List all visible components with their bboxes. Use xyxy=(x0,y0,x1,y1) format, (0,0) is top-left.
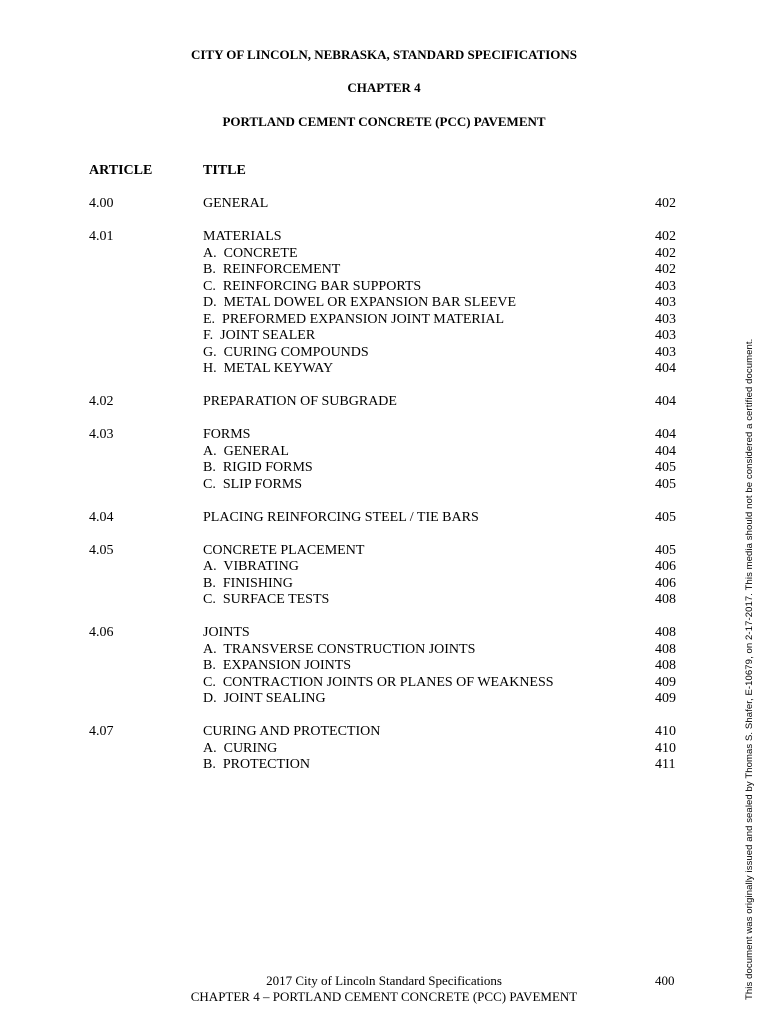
toc-page-number: 405 xyxy=(655,476,676,492)
toc-page-number: 403 xyxy=(655,295,676,310)
column-header-title: TITLE xyxy=(203,163,246,178)
footer-page-number: 400 xyxy=(655,973,675,988)
toc-entry-title: H. METAL KEYWAY xyxy=(203,361,334,376)
toc-row xyxy=(0,312,768,329)
toc-page-number: 408 xyxy=(655,625,676,640)
certification-watermark: This document was originally issued and sealed by Thomas S. Shafer, E-10679, on 2-17-2017. This media should not be considered a certified document. xyxy=(744,338,755,1000)
toc-entry-title: G. CURING COMPOUNDS xyxy=(203,344,369,360)
toc-row xyxy=(0,262,768,279)
toc-page-number: 405 xyxy=(655,542,676,558)
toc-entry-title: C. SLIP FORMS xyxy=(203,476,303,492)
footer-chapter: CHAPTER 4 – PORTLAND CEMENT CONCRETE (PCC) PAVEMENT xyxy=(190,989,578,1004)
toc-row xyxy=(0,691,768,708)
toc-article-number: 4.05 xyxy=(89,542,114,558)
footer-title: 2017 City of Lincoln Standard Specifications xyxy=(266,973,502,988)
toc-row xyxy=(0,741,768,758)
toc-entry-title: PREPARATION OF SUBGRADE xyxy=(203,394,397,409)
toc-page-number: 410 xyxy=(655,740,676,756)
toc-entry-title: B. REINFORCEMENT xyxy=(203,262,341,277)
toc-row xyxy=(0,295,768,312)
toc-row xyxy=(0,444,768,461)
toc-row xyxy=(0,757,768,774)
toc-page-number: 403 xyxy=(655,328,676,343)
toc-page-number: 403 xyxy=(655,311,676,327)
toc-row xyxy=(0,658,768,675)
toc-row xyxy=(0,642,768,659)
toc-entry-title: MATERIALS xyxy=(203,229,282,244)
toc-page-number: 402 xyxy=(655,262,676,277)
toc-row xyxy=(0,460,768,477)
toc-entry-title: B. EXPANSION JOINTS xyxy=(203,658,352,673)
toc-row xyxy=(0,675,768,692)
toc-row xyxy=(0,576,768,593)
toc-entry-title: E. PREFORMED EXPANSION JOINT MATERIAL xyxy=(203,311,505,327)
toc-entry-title: PLACING REINFORCING STEEL / TIE BARS xyxy=(203,509,479,525)
toc-article-group xyxy=(0,543,768,609)
toc-page-number: 408 xyxy=(655,658,676,673)
toc-article-group xyxy=(0,196,768,213)
toc-entry-title: C. REINFORCING BAR SUPPORTS xyxy=(203,278,422,294)
toc-article-number: 4.07 xyxy=(89,724,114,739)
toc-entry-title: B. RIGID FORMS xyxy=(203,460,313,475)
toc-article-group xyxy=(0,229,768,378)
toc-row xyxy=(0,246,768,263)
toc-entry-title: F. JOINT SEALER xyxy=(203,328,316,343)
toc-entry-title: JOINTS xyxy=(203,625,250,640)
toc-page-number: 409 xyxy=(655,674,676,690)
toc-page-number: 403 xyxy=(655,278,676,294)
chapter-heading: CHAPTER 4 xyxy=(347,80,421,95)
toc-page-number: 405 xyxy=(655,460,676,475)
toc-article-number: 4.03 xyxy=(89,427,114,442)
toc-entry-title: C. SURFACE TESTS xyxy=(203,592,330,607)
toc-page-number: 406 xyxy=(655,575,676,591)
toc-row xyxy=(0,510,768,527)
toc-article-number: 4.01 xyxy=(89,229,114,244)
toc-page-number: 406 xyxy=(655,559,676,574)
toc-article-number: 4.04 xyxy=(89,509,114,525)
toc-page-number: 403 xyxy=(655,344,676,360)
toc-row xyxy=(0,279,768,296)
toc-page-number: 404 xyxy=(655,427,676,442)
toc-page-number: 402 xyxy=(655,245,676,261)
toc-article-group xyxy=(0,510,768,527)
table-of-contents xyxy=(0,196,768,790)
toc-page-number: 402 xyxy=(655,196,676,211)
toc-entry-title: A. TRANSVERSE CONSTRUCTION JOINTS xyxy=(203,641,476,657)
toc-row xyxy=(0,543,768,560)
toc-row xyxy=(0,724,768,741)
toc-entry-title: A. VIBRATING xyxy=(203,559,299,574)
toc-page-number: 404 xyxy=(655,443,676,459)
toc-page-number: 411 xyxy=(655,757,676,772)
toc-row xyxy=(0,592,768,609)
toc-article-group xyxy=(0,724,768,774)
toc-article-group xyxy=(0,427,768,493)
toc-entry-title: D. JOINT SEALING xyxy=(203,691,326,706)
toc-entry-title: B. PROTECTION xyxy=(203,757,310,772)
toc-entry-title: CONCRETE PLACEMENT xyxy=(203,542,365,558)
toc-row xyxy=(0,229,768,246)
toc-page-number: 408 xyxy=(655,592,676,607)
toc-page-number: 404 xyxy=(655,361,676,376)
toc-entry-title: A. CONCRETE xyxy=(203,245,298,261)
toc-page-number: 409 xyxy=(655,691,676,706)
column-header-article: ARTICLE xyxy=(89,163,153,178)
toc-row xyxy=(0,477,768,494)
toc-row xyxy=(0,427,768,444)
toc-entry-title: B. FINISHING xyxy=(203,575,293,591)
toc-entry-title: FORMS xyxy=(203,427,251,442)
toc-row xyxy=(0,345,768,362)
toc-row xyxy=(0,196,768,213)
toc-article-group xyxy=(0,394,768,411)
chapter-subtitle: PORTLAND CEMENT CONCRETE (PCC) PAVEMENT xyxy=(222,114,546,129)
toc-row xyxy=(0,394,768,411)
toc-article-group xyxy=(0,625,768,708)
toc-row xyxy=(0,361,768,378)
toc-article-number: 4.06 xyxy=(89,625,114,640)
header-title: CITY OF LINCOLN, NEBRASKA, STANDARD SPECIFICATIONS xyxy=(190,47,578,62)
toc-page-number: 410 xyxy=(655,724,676,739)
toc-page-number: 405 xyxy=(655,509,676,525)
toc-row xyxy=(0,625,768,642)
toc-entry-title: A. GENERAL xyxy=(203,443,289,459)
toc-article-number: 4.02 xyxy=(89,394,114,409)
toc-page-number: 402 xyxy=(655,229,676,244)
toc-page-number: 408 xyxy=(655,641,676,657)
toc-entry-title: D. METAL DOWEL OR EXPANSION BAR SLEEVE xyxy=(203,295,517,310)
toc-entry-title: GENERAL xyxy=(203,196,269,211)
toc-row xyxy=(0,328,768,345)
toc-entry-title: C. CONTRACTION JOINTS OR PLANES OF WEAKNESS xyxy=(203,674,554,690)
toc-row xyxy=(0,559,768,576)
toc-entry-title: A. CURING xyxy=(203,740,278,756)
toc-article-number: 4.00 xyxy=(89,196,114,211)
toc-page-number: 404 xyxy=(655,394,676,409)
toc-entry-title: CURING AND PROTECTION xyxy=(203,724,381,739)
